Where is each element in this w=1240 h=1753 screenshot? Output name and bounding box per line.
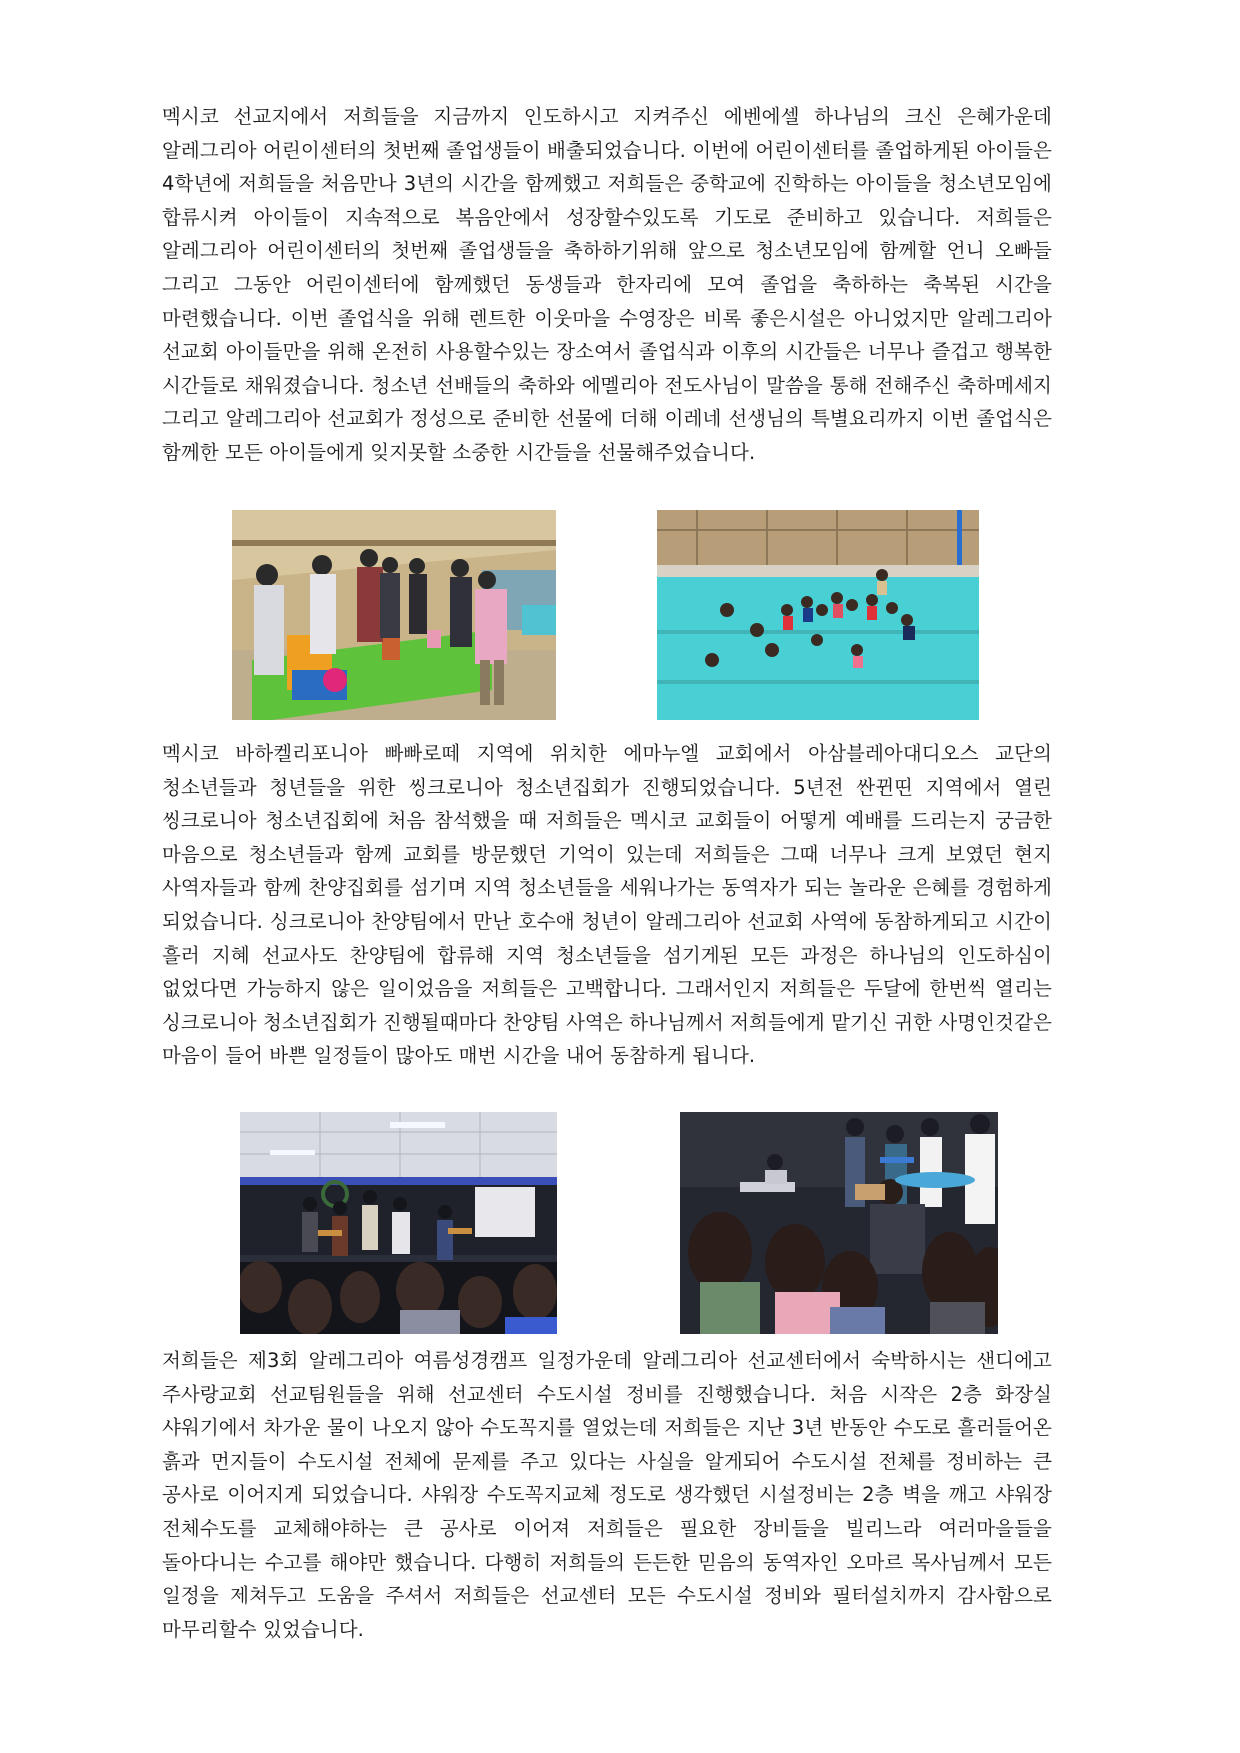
graduation-ceremony-photo xyxy=(232,510,556,720)
paragraph-graduation: 멕시코 선교지에서 저희들을 지금까지 인도하시고 지켜주신 에벤에셀 하나님의 크신 은혜가운데 알레그리아 어린이센터의 첫번째 졸업생들이 배출되었습니다. 이번에 어린이센터를 졸업하게된 아이들은 4학년에 저희들을 처음만나 3년의 시간을 함께했고 저희들은 중학교에 진학하는 아이들을 청소년모임에 합류시켜 아이들이 지속적으로 복음안에서 성장할수있도록 기도로 준비하고 있습니다. 저희들은 알레그리아 어린이센터의 첫번째 졸업생들을 축하하기위해 앞으로 청소년모임에 함께할 언니 오빠들 그리고 그동안 어린이센터에 함께했던 동생들과 한자리에 모여 졸업을 축하하는 축복된 시간을 마련했습니다. 이번 졸업식을 위해 렌트한 이웃마을 수영장은 비록 좋은시설은 아니었지만 알레그리아 선교회 아이들만을 위해 온전히 사용할수있는 장소여서 졸업식과 이후의 시간들은 너무나 즐겁고 행복한 시간들로 채워졌습니다. 청소년 선배들의 축하와 에멜리아 전도사님이 말씀을 통해 전해주신 축하메세지 그리고 알레그리아 선교회가 정성으로 준비한 선물에 더해 이레네 선생님의 특별요리까지 이번 졸업식은 함께한 모든 아이들에게 잊지못할 소중한 시간들을 선물해주었습니다. xyxy=(162,105,1052,464)
paragraph-plumbing-repair: 저희들은 제3회 알레그리아 여름성경캠프 일정가운데 알레그리아 선교센터에서 숙박하시는 샌디에고 주사랑교회 선교팀원들을 위해 선교센터 수도시설 정비를 진행했습니다. 처음 시작은 2층 화장실 샤워기에서 차가운 물이 나오지 않아 수도꼭지를 열었는데 저희들은 지난 3년 반동안 수도로 흘러들어온 흙과 먼지들이 수도시설 전체에 문제를 주고 있다는 사실을 알게되어 수도시설 전체를 정비하는 큰 공사로 이어지게 되었습니다. 샤워장 수도꼭지교체 정도로 생각했던 시설정비는 2층 벽을 깨고 샤워장 전체수도를 교체해야하는 큰 공사로 이어져 저희들은 필요한 장비들을 빌리느라 여러마을들을 돌아다니는 수고를 해야만 했습니다. 다행히 저희들의 든든한 믿음의 동역자인 오마르 목사님께서 모든 일정을 제쳐두고 도움을 주셔서 저희들은 선교센터 모든 수도시설 정비와 필터설치까지 감사함으로 마무리할수 있었습니다. xyxy=(162,1349,1052,1641)
worship-band-stage-photo xyxy=(240,1112,557,1334)
paragraph-youth-rally: 멕시코 바하켈리포니아 빠빠로떼 지역에 위치한 에마누엘 교회에서 아삼블레아대디오스 교단의 청소년들과 청년들을 위한 씽크로니아 청소년집회가 진행되었습니다. 5년전 싼뀐띤 지역에서 열린 씽크로니아 청소년집회에 처음 참석했을 때 저희들은 멕시코 교회들이 어떻게 예배를 드리는지 궁금한 마음으로 청소년들과 함께 교회를 방문했던 기억이 있는데 저희들은 그때 너무나 크게 보였던 현지 사역자들과 함께 찬양집회를 섬기며 지역 청소년들을 세워나가는 동역자가 되는 놀라운 은혜를 경험하게 되었습니다. 싱크로니아 찬양팀에서 만난 호수애 청년이 알레그리아 선교회 사역에 동참하게되고 시간이 흘러 지혜 선교사도 찬양팀에 합류해 지역 청소년들을 섬기게된 모든 과정은 하나님의 인도하심이 없었다면 가능하지 않은 일이었음을 저희들은 고백합니다. 그래서인지 저희들은 두달에 한번씩 열리는 싱크로니아 청소년집회가 진행될때마다 찬양팀 사역은 하나님께서 저희들에게 맡기신 귀한 사명인것같은 마음이 들어 바쁜 일정들이 많아도 매번 시간을 내어 동참하게 됩니다. xyxy=(162,742,1052,1068)
pool-party-photo xyxy=(657,510,979,720)
worship-leader-photo xyxy=(680,1112,998,1334)
